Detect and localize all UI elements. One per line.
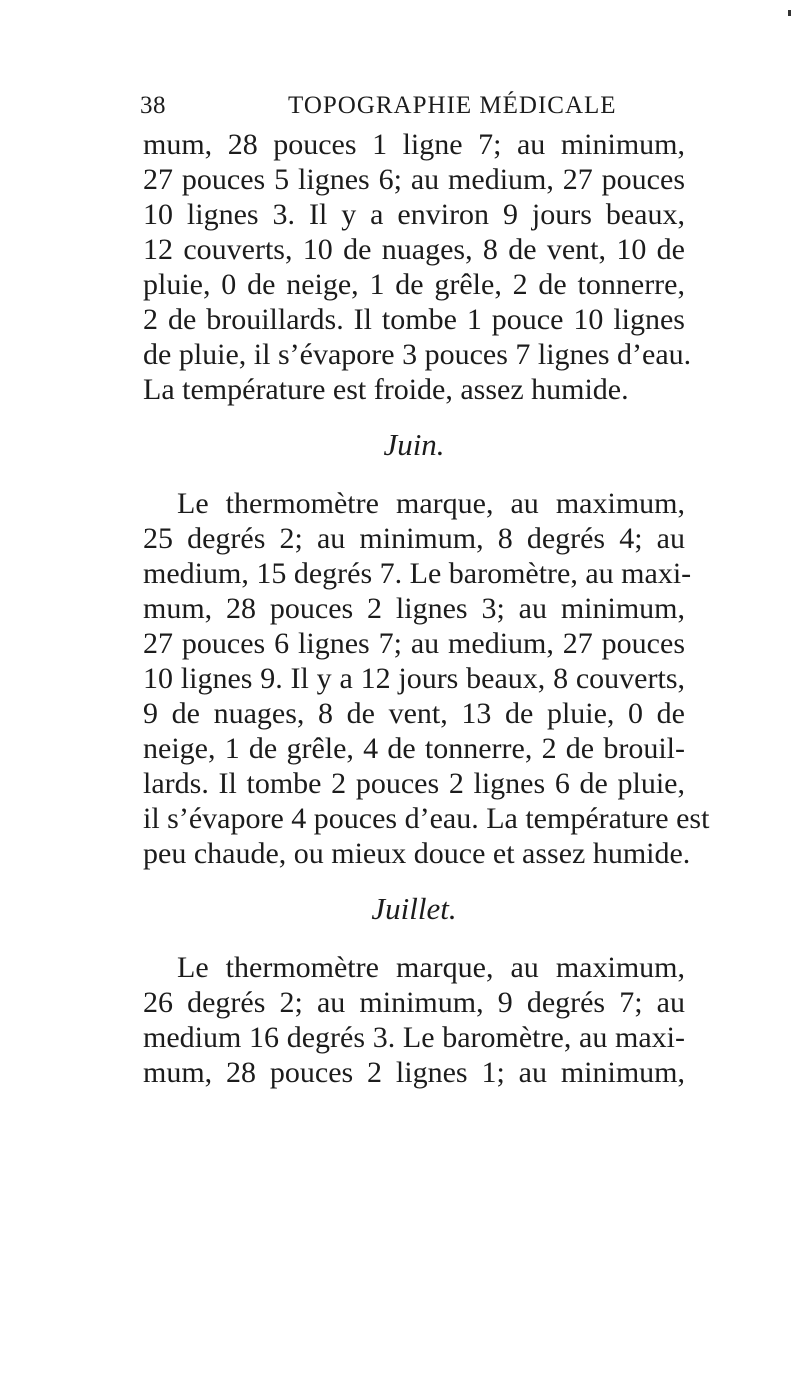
page-number: 38 — [140, 92, 166, 119]
text-line: 9 de nuages, 8 de vent, 13 de pluie, 0 de — [143, 697, 685, 730]
text-line: 10 lignes 3. Il y a environ 9 jours beaux, — [143, 198, 685, 231]
text-line: 26 degrés 2; au minimum, 9 degrés 7; au — [143, 986, 685, 1019]
page-header — [0, 92, 800, 124]
text-line: 12 couverts, 10 de nuages, 8 de vent, 10 de — [143, 233, 685, 266]
text-line: pluie, 0 de neige, 1 de grêle, 2 de tonnerre, — [143, 268, 685, 301]
text-line: mum, 28 pouces 2 lignes 3; au minimum, — [143, 592, 685, 625]
text-line: Le thermomètre marque, au maximum, — [177, 951, 685, 984]
text-line: Le thermomètre marque, au maximum, — [177, 487, 685, 520]
text-line: de pluie, il s’évapore 3 pouces 7 lignes d’eau. — [143, 338, 692, 371]
section-heading-juillet: Juillet. — [371, 891, 457, 926]
text-line: mum, 28 pouces 1 ligne 7; au minimum, — [143, 128, 685, 161]
text-line: mum, 28 pouces 2 lignes 1; au minimum, — [143, 1056, 685, 1089]
text-line: La température est froide, assez humide. — [143, 373, 629, 406]
text-line: lards. Il tombe 2 pouces 2 lignes 6 de pluie, — [143, 767, 685, 800]
text-line: medium, 15 degrés 7. Le baromètre, au maxi- — [143, 557, 692, 590]
margin-mark — [788, 10, 791, 16]
running-title: TOPOGRAPHIE MÉDICALE — [288, 92, 617, 119]
section-heading-juin: Juin. — [383, 427, 445, 462]
text-line: neige, 1 de grêle, 4 de tonnerre, 2 de brouil- — [143, 732, 685, 765]
text-line: 27 pouces 5 lignes 6; au medium, 27 pouces — [143, 163, 685, 196]
text-line: 25 degrés 2; au minimum, 8 degrés 4; au — [143, 522, 685, 555]
text-line: 2 de brouillards. Il tombe 1 pouce 10 lignes — [143, 303, 685, 336]
text-line: medium 16 degrés 3. Le baromètre, au maxi- — [143, 1021, 685, 1054]
text-line: peu chaude, ou mieux douce et assez humide. — [143, 837, 691, 870]
text-line: il s’évapore 4 pouces d’eau. La température est — [143, 802, 710, 835]
juin-paragraph — [143, 486, 710, 871]
juillet-paragraph — [143, 950, 685, 1090]
intro-paragraph — [143, 127, 692, 407]
body-text — [143, 127, 710, 1090]
text-line: 27 pouces 6 lignes 7; au medium, 27 pouces — [143, 627, 685, 660]
text-line: 10 lignes 9. Il y a 12 jours beaux, 8 couverts, — [143, 662, 685, 695]
